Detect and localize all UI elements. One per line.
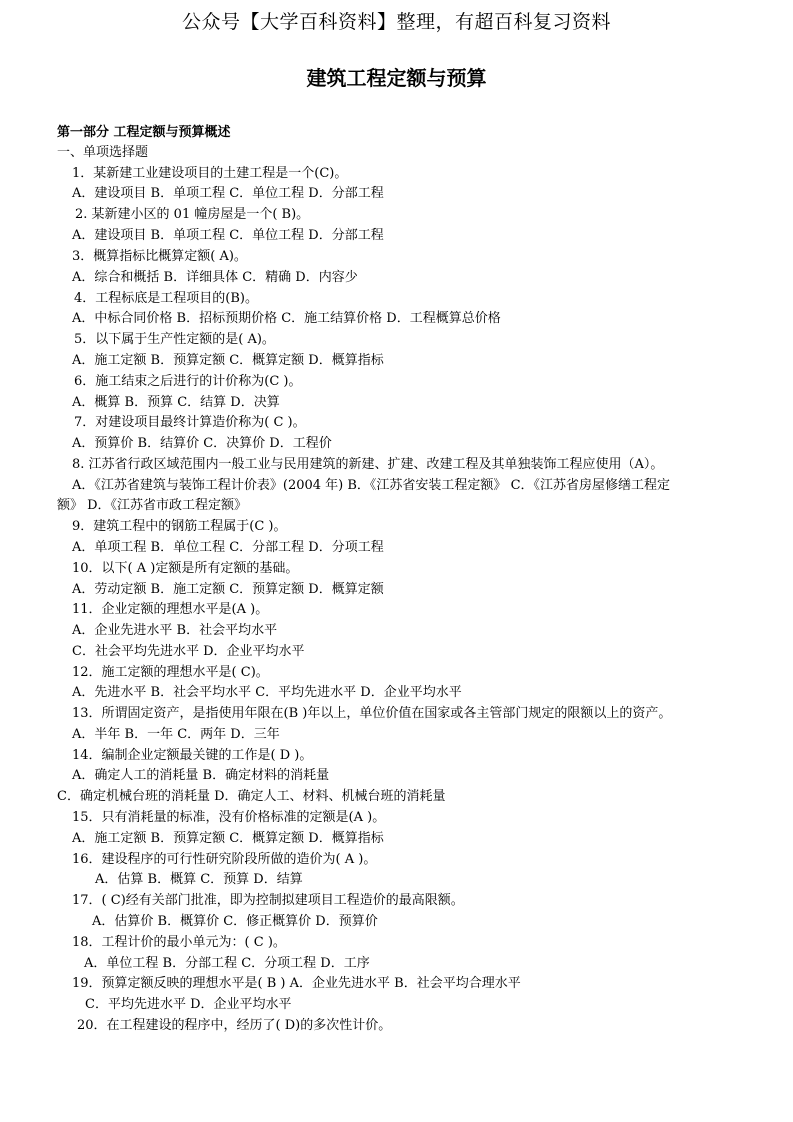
answer-options-continued: 额》 D．《江苏省市政工程定额》: [57, 498, 248, 513]
answer-options: A．预算价 B．结算价 C．决算价 D．工程价: [72, 436, 332, 451]
answer-options: A．确定人工的消耗量 B．确定材料的消耗量: [72, 768, 330, 783]
question-text: 6．施工结束之后进行的计价称为(C )。: [74, 374, 302, 389]
question-text: 4．工程标底是工程项目的(B)。: [74, 291, 258, 306]
subsection-heading: 一、单项选择题: [57, 145, 149, 160]
answer-options: A．单位工程 B．分部工程 C．分项工程 D．工序: [84, 956, 370, 971]
answer-options: A．劳动定额 B．施工定额 C．预算定额 D．概算定额: [72, 582, 384, 597]
question-text: 19．预算定额反映的理想水平是( B ) A．企业先进水平 B．社会平均合理水平: [72, 976, 521, 991]
question-text: 7．对建设项目最终计算造价称为( C )。: [74, 415, 306, 430]
answer-options: A．估算价 B．概算价 C．修正概算价 D．预算价: [92, 914, 378, 929]
answer-options: A．施工定额 B．预算定额 C．概算定额 D．概算指标: [72, 831, 384, 846]
question-text: 17．( C)经有关部门批准，即为控制拟建项目工程造价的最高限额。: [72, 893, 464, 908]
question-text: 16．建设程序的可行性研究阶段所做的造价为( A )。: [72, 852, 377, 867]
answer-options: A．半年 B．一年 C．两年 D．三年: [72, 727, 280, 742]
section-heading: 第一部分 工程定额与预算概述: [57, 125, 231, 140]
answer-options: A．企业先进水平 B．社会平均水平: [72, 623, 278, 638]
question-text: 14．编制企业定额最关键的工作是( D )。: [72, 748, 313, 763]
answer-options: A．综合和概括 B．详细具体 C．精确 D．内容少: [72, 270, 358, 285]
question-text: 2. 某新建小区的 01 幢房屋是一个( B)。: [75, 207, 310, 222]
answer-options: A．建设项目 B．单项工程 C．单位工程 D．分部工程: [72, 228, 384, 243]
question-text: 13．所谓固定资产，是指使用年限在(B )年以上，单位价值在国家或各主管部门规定的限额以上的资产。: [72, 706, 672, 721]
question-text: 10．以下( A )定额是所有定额的基础。: [72, 561, 299, 576]
question-text: 3．概算指标比概算定额( A)。: [72, 249, 247, 264]
answer-options: A．施工定额 B．预算定额 C．概算定额 D．概算指标: [72, 353, 384, 368]
answer-options: A．单项工程 B．单位工程 C．分部工程 D．分项工程: [72, 540, 384, 555]
answer-options: A．估算 B．概算 C．预算 D．结算: [95, 872, 303, 887]
question-text: 15．只有消耗量的标准，没有价格标准的定额是(A )。: [72, 810, 386, 825]
answer-options: A．概算 B．预算 C．结算 D．决算: [72, 395, 280, 410]
question-text: 9．建筑工程中的钢筋工程属于(C )。: [72, 519, 287, 534]
question-text: 18．工程计价的最小单元为：( C )。: [72, 935, 286, 950]
answer-options: A．《江苏省建筑与装饰工程计价表》(2004 年) B．《江苏省安装工程定额》 C．《江苏省房屋修缮工程定: [72, 478, 671, 493]
document-title: 建筑工程定额与预算: [306, 66, 487, 90]
answer-options: A．先进水平 B．社会平均水平 C．平均先进水平 D．企业平均水平: [72, 685, 462, 700]
answer-options: C．平均先进水平 D．企业平均水平: [85, 997, 292, 1012]
question-text: 1．某新建工业建设项目的土建工程是一个(C)。: [72, 166, 348, 181]
answer-options: C．确定机械台班的消耗量 D．确定人工、材料、机械台班的消耗量: [57, 789, 446, 804]
answer-options: A．建设项目 B．单项工程 C．单位工程 D．分部工程: [72, 186, 384, 201]
question-text: 8. 江苏省行政区域范围内一般工业与民用建筑的新建、扩建、改建工程及其单独装饰工程应使用（A）。: [72, 457, 664, 472]
question-text: 5．以下属于生产性定额的是( A)。: [74, 332, 275, 347]
question-text: 20．在工程建设的程序中，经历了( D)的多次性计价。: [77, 1018, 392, 1033]
question-text: 11．企业定额的理想水平是(A )。: [72, 602, 269, 617]
source-banner: 公众号【大学百科资料】整理，有超百科复习资料: [181, 11, 611, 33]
question-text: 12．施工定额的理想水平是( C)。: [72, 665, 269, 680]
answer-options: C．社会平均先进水平 D．企业平均水平: [72, 644, 305, 659]
answer-options: A．中标合同价格 B．招标预期价格 C．施工结算价格 D．工程概算总价格: [72, 311, 501, 326]
